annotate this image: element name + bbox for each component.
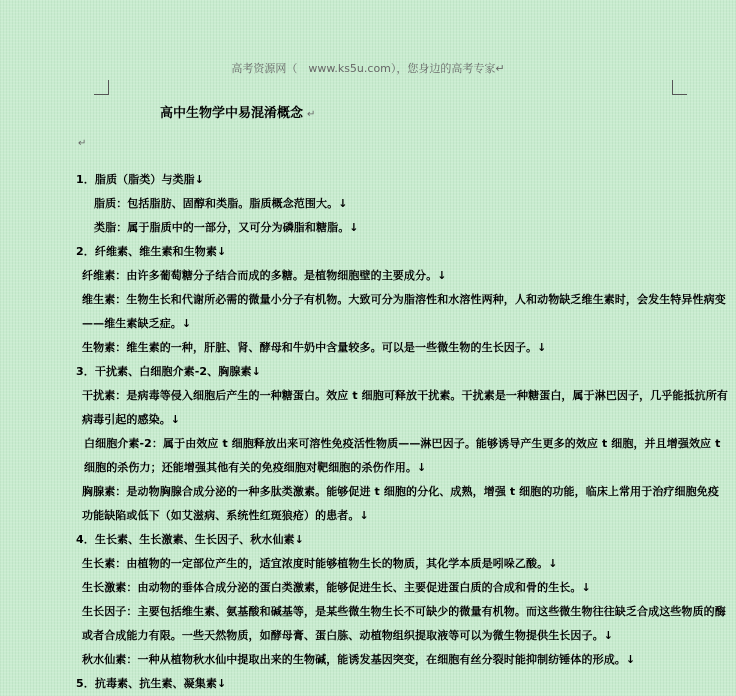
paragraph: 干扰素：是病毒等侵入细胞后产生的一种糖蛋白。效应 t 细胞可释放干扰素。干扰素是一种糖蛋白，属于淋巴因子，几乎能抵抗所有病毒引起的感染。↓	[82, 389, 728, 426]
paragraph: 维生素：生物生长和代谢所必需的微量小分子有机物。大致可分为脂溶性和水溶性两种，人和动物缺乏维生素时，会发生特异性病变——维生素缺乏症。↓	[82, 293, 726, 330]
heading-1: 1．脂质（脂类）与类脂↓	[76, 173, 205, 186]
empty-paragraph: ↵	[78, 138, 87, 149]
heading-3: 3．干扰素、白细胞介素-2、胸腺素↓	[76, 365, 261, 378]
heading-2: 2．纤维素、维生素和生物素↓	[76, 245, 227, 258]
heading-4: 4．生长素、生长激素、生长因子、秋水仙素↓	[76, 533, 304, 546]
paragraph: 类脂：属于脂质中的一部分，又可分为磷脂和糖脂。↓	[94, 221, 359, 234]
title-text: 高中生物学中易混淆概念	[160, 106, 304, 121]
heading-5: 5．抗毒素、抗生素、凝集素↓	[76, 677, 227, 690]
paragraph: 脂质：包括脂肪、固醇和类脂。脂质概念范围大。↓	[94, 197, 348, 210]
document-title	[160, 102, 315, 121]
paragraph: 生物素：维生素的一种，肝脏、肾、酵母和牛奶中含量较多。可以是一些微生物的生长因子。↓	[82, 341, 547, 354]
paragraph: 胸腺素：是动物胸腺合成分泌的一种多肽类激素。能够促进 t 细胞的分化、成熟，增强 t 细胞的功能，临床上常用于治疗细胞免疫功能缺陷或低下（如艾滋病、系统性红斑狼疮）的患者。↓	[82, 485, 719, 522]
margin-corner-left	[94, 80, 109, 95]
paragraph: 秋水仙素：一种从植物秋水仙中提取出来的生物碱，能诱发基因突变，在细胞有丝分裂时能抑制纺锤体的形成。↓	[82, 653, 636, 666]
paragraph-mark: ↵	[307, 109, 316, 120]
paragraph: 纤维素：由许多葡萄糖分子结合而成的多糖。是植物细胞壁的主要成分。↓	[82, 269, 447, 282]
margin-corner-right	[672, 80, 687, 95]
paragraph: 生长激素：由动物的垂体合成分泌的蛋白类激素，能够促进生长、主要促进蛋白质的合成和骨的生长。↓	[82, 581, 591, 594]
paragraph: 白细胞介素-2：属于由效应 t 细胞释放出来可溶性免疫活性物质——淋巴因子。能够诱导产生更多的效应 t 细胞，并且增强效应 t 细胞的杀伤力；还能增强其他有关的免疫细胞对靶细胞的杀伤作用。↓	[84, 437, 721, 474]
document-body	[76, 168, 728, 696]
page-header: 高考资源网（ www.ks5u.com），您身边的高考专家↵	[231, 62, 505, 75]
paragraph: 生长因子：主要包括维生素、氨基酸和碱基等，是某些微生物生长不可缺少的微量有机物。而这些微生物往往缺乏合成这些物质的酶或者合成能力有限。一些天然物质，如酵母膏、蛋白胨、动植物组织提取液等可以为微生物提供生长因子。↓	[82, 605, 726, 642]
paragraph: 生长素：由植物的一定部位产生的，适宜浓度时能够植物生长的物质，其化学本质是吲哚乙酸。↓	[82, 557, 558, 570]
